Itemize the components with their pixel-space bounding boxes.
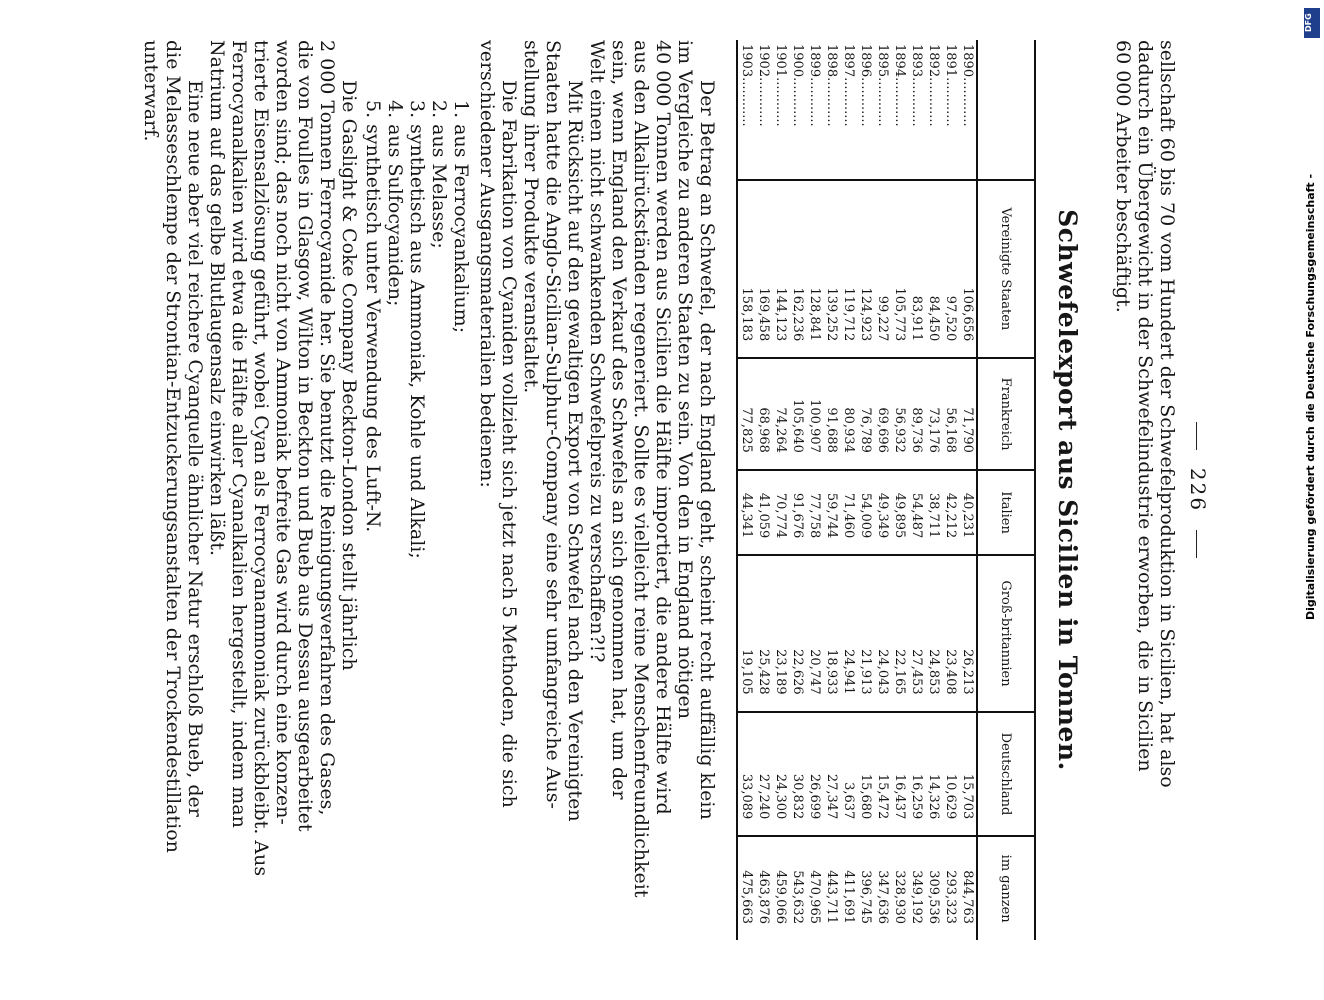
header-cell-year (977, 40, 1035, 180)
value-cell: 844,763 (959, 836, 977, 940)
table-row (737, 40, 755, 940)
year-cell: 1892............ (926, 44, 941, 127)
text-line: aus den Alkalirückständen regeneriert. Sollte es vielleicht reine Menschenfreundlichkeit (630, 40, 652, 898)
body-paragraph (476, 40, 718, 940)
value-cell: 59,744 (823, 470, 840, 555)
text-line: Welt einen nicht schwankenden Schwefelpreis zu verschaffen?!? (586, 40, 608, 663)
list-item: 3. synthetisch aus Ammoniak, Kohle und Alkali; (406, 100, 428, 559)
value-cell: 411,691 (840, 836, 857, 940)
export-table (736, 40, 1036, 940)
text-line: Die Gaslight & Coke Company Beckton-London stellt jährlich (338, 80, 360, 671)
text-line: sein, wenn England den Verkauf des Schwefels an sich genommen hat, um der (608, 40, 630, 800)
table-row (908, 40, 925, 940)
table-header-row (977, 40, 1035, 940)
value-cell: 25,428 (755, 555, 772, 711)
value-cell: 41,059 (755, 470, 772, 555)
text-line: 40 000 Tonnen werden aus Sicilien die Hälfte importiert, die andere Hälfte wird (652, 40, 674, 815)
list-item: 2. aus Melasse; (428, 100, 450, 249)
year-cell: 1902............ (756, 44, 771, 127)
text-line: unterwarf. (140, 40, 162, 142)
value-cell: 463,876 (755, 836, 772, 940)
value-cell: 73,176 (925, 358, 942, 470)
text-line: Der Betrag an Schwefel, der nach England geht, scheint recht auffällig klein (696, 80, 718, 820)
value-cell: 169,458 (755, 180, 772, 359)
closing-paragraph (140, 40, 360, 940)
header-cell: im ganzen (977, 836, 1035, 940)
table-title: Schwefelexport aus Sicilien in Tonnen. (1053, 209, 1082, 771)
table-row (874, 40, 891, 940)
table-row (806, 40, 823, 940)
value-cell: 71,790 (959, 358, 977, 470)
text-line: sellschaft 60 bis 70 vom Hundert der Schwefelproduktion in Sicilien, hat also (1156, 40, 1178, 788)
value-cell: 158,183 (737, 180, 755, 359)
list-item: 4. aus Sulfocyaniden; (384, 100, 406, 307)
text-line: Die Fabrikation von Cyaniden vollzieht sich jetzt nach 5 Methoden, die sich (498, 80, 520, 808)
year-cell: 1891............ (943, 44, 958, 127)
value-cell: 16,259 (908, 712, 925, 837)
text-line: stellung ihrer Produkte veranstaltet. (520, 40, 542, 394)
value-cell: 56,168 (942, 358, 959, 470)
text-line: Ferrocyanalkalien wird etwa die Hälfte aller Cyanalkalien hergestellt, indem man (228, 40, 250, 828)
list-item: 1. aus Ferrocyankalium; (450, 100, 472, 334)
value-cell: 18,933 (823, 555, 840, 711)
value-cell: 42,212 (942, 470, 959, 555)
year-cell: 1903............ (737, 40, 755, 180)
value-cell: 15,680 (857, 712, 874, 837)
value-cell: 124,923 (857, 180, 874, 359)
value-cell: 10,629 (942, 712, 959, 837)
value-cell: 97,520 (942, 180, 959, 359)
value-cell: 475,663 (737, 836, 755, 940)
value-cell: 77,825 (737, 358, 755, 470)
value-cell: 54,009 (857, 470, 874, 555)
table-row (925, 40, 942, 940)
value-cell: 38,711 (925, 470, 942, 555)
text-line: die von Foulles in Glasgow, Wilton in Beckton und Bueb aus Dessau ausgearbeitet (294, 40, 316, 832)
value-cell: 459,066 (772, 836, 789, 940)
text-line: Eine neue aber viel reichere Cyanquelle ähnlicher Natur erschloß Bueb, der (184, 80, 206, 817)
value-cell: 15,703 (959, 712, 977, 837)
value-cell: 470,965 (806, 836, 823, 940)
value-cell: 443,711 (823, 836, 840, 940)
year-cell: 1890............ (960, 44, 975, 127)
rotated-page (140, 40, 1218, 940)
text-line: worden sind; das noch nicht von Ammoniak befreite Gas wird durch eine konzen- (272, 40, 294, 825)
year-cell: 1899............ (807, 44, 822, 127)
value-cell: 83,911 (908, 180, 925, 359)
header-cell: Groß-britannien (977, 555, 1035, 711)
value-cell: 3,637 (840, 712, 857, 837)
value-cell: 293,323 (942, 836, 959, 940)
value-cell: 24,043 (874, 555, 891, 711)
text-line: 2 000 Tonnen Ferrocyanide her. Sie benutzt die Reinigungsverfahren des Gases, (316, 40, 338, 816)
value-cell: 23,408 (942, 555, 959, 711)
table-row (942, 40, 959, 940)
table-row (772, 40, 789, 940)
value-cell: 309,536 (925, 836, 942, 940)
value-cell: 91,688 (823, 358, 840, 470)
value-cell: 33,089 (737, 712, 755, 837)
value-cell: 139,252 (823, 180, 840, 359)
value-cell: 543,632 (789, 836, 806, 940)
value-cell: 106,656 (959, 180, 977, 359)
value-cell: 14,326 (925, 712, 942, 837)
value-cell: 99,227 (874, 180, 891, 359)
value-cell: 76,789 (857, 358, 874, 470)
value-cell: 27,453 (908, 555, 925, 711)
table-row (823, 40, 840, 940)
value-cell: 105,773 (891, 180, 908, 359)
text-line: im Vergleiche zu anderen Staaten zu sein. Von den in England nötigen (674, 40, 696, 720)
year-cell: 1894............ (892, 44, 907, 127)
value-cell: 21,913 (857, 555, 874, 711)
text-line: Staaten hatte die Anglo-Sicilian-Sulphur-Company eine sehr umfangreiche Aus- (542, 40, 564, 809)
value-cell: 22,165 (891, 555, 908, 711)
value-cell: 80,934 (840, 358, 857, 470)
value-cell: 27,347 (823, 712, 840, 837)
value-cell: 100,907 (806, 358, 823, 470)
value-cell: 56,932 (891, 358, 908, 470)
intro-paragraph (1112, 40, 1178, 940)
dfg-logo: DFG (1304, 8, 1320, 38)
value-cell: 49,895 (891, 470, 908, 555)
value-cell: 71,460 (840, 470, 857, 555)
text-line: trierte Eisensalzlösung geführt, wobei Cyan als Ferrocyanammoniak zurückbleibt. Aus (250, 40, 272, 877)
text-line: die Melasseschlempe der Strontian-Entzuckerungsanstalten der Trockendestillation (162, 40, 184, 853)
value-cell: 144,123 (772, 180, 789, 359)
value-cell: 68,968 (755, 358, 772, 470)
value-cell: 70,774 (772, 470, 789, 555)
value-cell: 84,450 (925, 180, 942, 359)
value-cell: 347,636 (874, 836, 891, 940)
value-cell: 19,105 (737, 555, 755, 711)
header-cell: Frankreich (977, 358, 1035, 470)
value-cell: 69,696 (874, 358, 891, 470)
value-cell: 20,747 (806, 555, 823, 711)
value-cell: 15,472 (874, 712, 891, 837)
value-cell: 22,626 (789, 555, 806, 711)
value-cell: 27,240 (755, 712, 772, 837)
value-cell: 49,349 (874, 470, 891, 555)
value-cell: 77,758 (806, 470, 823, 555)
value-cell: 26,213 (959, 555, 977, 711)
value-cell: 91,676 (789, 470, 806, 555)
year-cell: 1896............ (858, 44, 873, 127)
year-cell: 1895............ (875, 44, 890, 127)
table-row (840, 40, 857, 940)
list-item: 5. synthetisch unter Verwendung des Luft-N. (362, 100, 384, 533)
value-cell: 396,745 (857, 836, 874, 940)
value-cell: 349,192 (908, 836, 925, 940)
value-cell: 24,941 (840, 555, 857, 711)
page-number: 226 (1186, 40, 1210, 940)
table-row (891, 40, 908, 940)
text-line: Natrium auf das gelbe Blutlaugensalz einwirken läßt. (206, 40, 228, 557)
table-row (789, 40, 806, 940)
text-line: verschiedener Ausgangsmaterialien bedienen: (476, 40, 498, 488)
value-cell: 30,832 (789, 712, 806, 837)
year-cell: 1901............ (773, 44, 788, 127)
header-cell: Deutschland (977, 712, 1035, 837)
methods-list (362, 40, 472, 940)
value-cell: 119,712 (840, 180, 857, 359)
table-row (959, 40, 977, 940)
table-row (755, 40, 772, 940)
text-line: Mit Rücksicht auf den gewaltigen Export von Schwefel nach den Vereinigten (564, 80, 586, 822)
value-cell: 40,231 (959, 470, 977, 555)
year-cell: 1900............ (790, 44, 805, 127)
value-cell: 24,853 (925, 555, 942, 711)
value-cell: 162,236 (789, 180, 806, 359)
value-cell: 328,930 (891, 836, 908, 940)
value-cell: 23,189 (772, 555, 789, 711)
table-row (857, 40, 874, 940)
year-cell: 1897............ (841, 44, 856, 127)
value-cell: 24,300 (772, 712, 789, 837)
text-line: 60 000 Arbeiter beschäftigt. (1112, 40, 1134, 313)
year-cell: 1893............ (909, 44, 924, 127)
value-cell: 16,437 (891, 712, 908, 837)
year-cell: 1898............ (824, 44, 839, 127)
value-cell: 128,841 (806, 180, 823, 359)
value-cell: 105,640 (789, 358, 806, 470)
header-cell: Vereinigte Staaten (977, 180, 1035, 359)
header-cell: Italien (977, 470, 1035, 555)
value-cell: 54,487 (908, 470, 925, 555)
value-cell: 89,736 (908, 358, 925, 470)
digitization-credit: Digitalisierung gefördert durch die Deutsche Forschungsgemeinschaft - (1304, 173, 1317, 620)
value-cell: 26,699 (806, 712, 823, 837)
value-cell: 44,341 (737, 470, 755, 555)
text-line: dadurch ein Übergewicht in der Schwefelindustrie erworben, die in Sicilien (1134, 40, 1156, 772)
value-cell: 74,264 (772, 358, 789, 470)
